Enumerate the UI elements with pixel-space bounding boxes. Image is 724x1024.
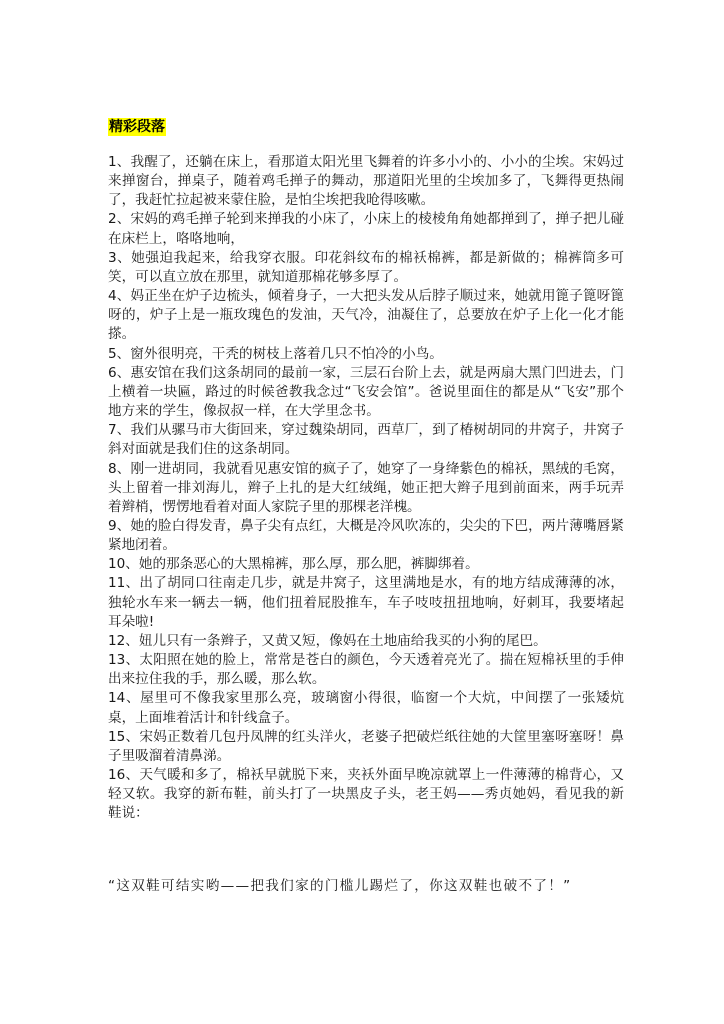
paragraph-4: 4、妈正坐在炉子边梳头，倾着身子，一大把头发从后脖子顺过来，她就用篦子篦呀篦呀的，炉子上是一瓶玫瑰色的发油，天气冷，油凝住了，总要放在炉子上化一化才能搽。 [108, 288, 624, 343]
paragraph-7: 7、我们从骡马市大街回来，穿过魏染胡同，西草厂，到了椿树胡同的井窝子，井窝子斜对面就是我们住的这条胡同。 [108, 422, 624, 458]
paragraph-2: 2、宋妈的鸡毛掸子轮到来掸我的小床了，小床上的棱棱角角她都掸到了，掸子把儿碰在床栏上，咯咯地响， [108, 211, 624, 247]
paragraph-15: 15、宋妈正数着几包丹凤牌的红头洋火，老婆子把破烂纸往她的大筐里塞呀塞呀！鼻子里吸溜着清鼻涕。 [108, 728, 624, 764]
paragraph-16: 16、天气暖和多了，棉袄早就脱下来，夹袄外面早晚凉就罩上一件薄薄的棉背心，又轻又软。我穿的新布鞋，前头打了一块黑皮子头，老王妈——秀贞她妈，看见我的新鞋说： [108, 767, 624, 822]
paragraph-11: 11、出了胡同口往南走几步，就是井窝子，这里满地是水，有的地方结成薄薄的冰，独轮水车来一辆去一辆，他们扭着屁股推车，车子吱吱扭扭地响，好刺耳，我要堵起耳朵啦! [108, 575, 624, 630]
section-heading: 精彩段落 [109, 119, 165, 135]
paragraph-12: 12、妞儿只有一条辫子，又黄又短，像妈在土地庙给我买的小狗的尾巴。 [108, 632, 547, 649]
paragraph-list [108, 153, 624, 823]
dialogue-quote: “这双鞋可结实哟——把我们家的门槛儿踢烂了，你这双鞋也破不了！” [108, 878, 572, 894]
paragraph-10: 10、她的那条恶心的大黑棉裤，那么厚，那么肥，裤脚绑着。 [108, 556, 479, 573]
paragraph-5: 5、窗外很明亮，干秃的树枝上落着几只不怕冷的小鸟。 [108, 345, 443, 362]
paragraph-13: 13、太阳照在她的脸上，常常是苍白的颜色，今天透着亮光了。揣在短棉袄里的手伸出来拉住我的手，那么暖，那么软。 [108, 652, 624, 688]
paragraph-6: 6、惠安馆在我们这条胡同的最前一家，三层石台阶上去，就是两扇大黑门凹进去，门上横着一块匾，路过的时候爸教我念过“飞安会馆”。爸说里面住的都是从“飞安”那个地方来的学生，像叔叔一样，在大学里念书。 [108, 364, 624, 420]
paragraph-14: 14、屋里可不像我家里那么亮，玻璃窗小得很，临窗一个大炕，中间摆了一张矮炕桌，上面堆着活计和针线盒子。 [108, 690, 624, 726]
paragraph-3: 3、她强迫我起来，给我穿衣服。印花斜纹布的棉袄棉裤，都是新做的；棉裤筒多可笑，可以直立放在那里，就知道那棉花够多厚了。 [108, 249, 624, 285]
paragraph-8: 8、刚一进胡同，我就看见惠安馆的疯子了，她穿了一身绛紫色的棉袄，黑绒的毛窝，头上留着一排刘海儿，辫子上扎的是大红绒绳，她正把大辫子甩到前面来，两手玩弄着辫梢，愣愣地看着对面人家院子里的那棵老洋槐。 [108, 460, 624, 515]
paragraph-9: 9、她的脸白得发青，鼻子尖有点红，大概是冷风吹冻的，尖尖的下巴，两片薄嘴唇紧紧地闭着。 [108, 517, 624, 554]
paragraph-1: 1、我醒了，还躺在床上，看那道太阳光里飞舞着的许多小小的、小小的尘埃。宋妈过来掸窗台，掸桌子，随着鸡毛掸子的舞动，那道阳光里的尘埃加多了，飞舞得更热闹了，我赶忙拉起被来蒙住脸，是怕尘埃把我呛得咳嗽。 [108, 154, 624, 209]
document-page [108, 0, 624, 1024]
